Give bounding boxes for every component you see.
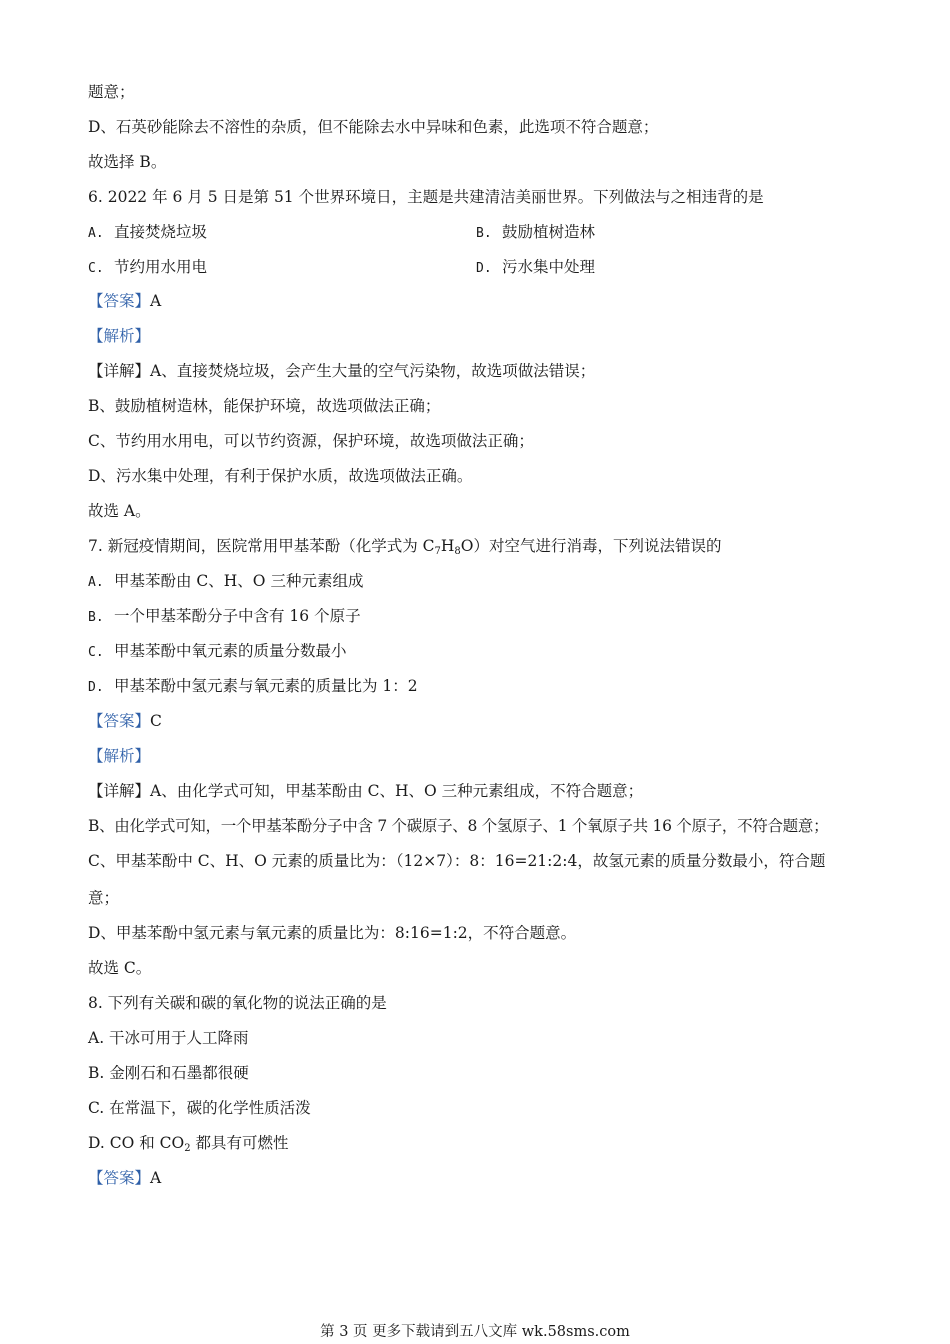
- detail-text: A、直接焚烧垃圾，会产生大量的空气污染物，故选项做法错误；: [150, 362, 596, 380]
- q6-option-b: [476, 221, 595, 245]
- q6-detail-4: D、污水集中处理，有利于保护水质，故选项做法正确。: [88, 467, 473, 485]
- q8-answer: [88, 1167, 910, 1189]
- q7-stem-end: O）对空气进行消毒，下列说法错误的: [460, 537, 722, 555]
- option-text: 甲基苯酚由 C、H、O 三种元素组成: [114, 572, 364, 590]
- detail-text: A、由化学式可知，甲基苯酚由 C、H、O 三种元素组成，不符合题意；: [150, 782, 644, 800]
- question-8: 8. 下列有关碳和碳的氧化物的说法正确的是: [88, 994, 387, 1012]
- option-letter: B.: [476, 226, 492, 241]
- answer-tag: 【答案】: [88, 712, 151, 730]
- q7-option-b: [88, 605, 910, 629]
- option-text: 节约用水用电: [114, 258, 208, 276]
- answer-value: A: [150, 292, 162, 310]
- question-7: [88, 535, 910, 563]
- q8-option-c: C. 在常温下，碳的化学性质活泼: [88, 1099, 311, 1117]
- page-footer: 第 3 页 更多下载请到五八文库 wk.58sms.com: [320, 1324, 630, 1340]
- q8-option-a: A. 干冰可用于人工降雨: [88, 1029, 249, 1047]
- q7-option-d: [88, 675, 910, 699]
- q7-option-a: [88, 570, 910, 594]
- q8-option-b: B. 金刚石和石墨都很硬: [88, 1064, 249, 1082]
- option-text: 污水集中处理: [502, 258, 596, 276]
- text-line: 题意；: [88, 83, 135, 101]
- option-letter: B.: [88, 610, 104, 625]
- option-letter: C.: [88, 261, 104, 276]
- q6-detail-2: B、鼓励植树造林，能保护环境，故选项做法正确；: [88, 397, 441, 415]
- option-text: 鼓励植树造林: [502, 223, 596, 241]
- option-letter: A.: [88, 226, 104, 241]
- option-letter: A.: [88, 575, 104, 590]
- q7-stem-mid: H: [440, 537, 455, 555]
- analysis-tag: 【解析】: [88, 327, 151, 345]
- q7-conclusion: 故选 C。: [88, 959, 152, 977]
- option-text: 一个甲基苯酚分子中含有 16 个原子: [114, 607, 361, 625]
- q6-option-d: [476, 256, 595, 280]
- q7-detail-4: D、甲基苯酚中氢元素与氧元素的质量比为：8:16=1:2，不符合题意。: [88, 924, 577, 942]
- q6-answer: [88, 290, 910, 312]
- detail-tag: 【详解】: [88, 362, 151, 380]
- question-6: 6. 2022 年 6 月 5 日是第 51 个世界环境日，主题是共建清洁美丽世界。下列做法与之相违背的是: [88, 188, 764, 206]
- text-line: 故选择 B。: [88, 153, 167, 171]
- q7-detail-2: B、由化学式可知，一个甲基苯酚分子中含 7 个碳原子、8 个氢原子、1 个氧原子共 16 个原子，不符合题意；: [88, 817, 829, 835]
- answer-value: C: [150, 712, 162, 730]
- option-letter: D.: [476, 261, 492, 276]
- q7-detail-1: [88, 780, 910, 802]
- q7-answer: [88, 710, 910, 732]
- detail-tag: 【详解】: [88, 782, 151, 800]
- q6-analysis: [88, 325, 910, 347]
- subscript: 7: [434, 546, 441, 557]
- text-line: D、石英砂能除去不溶性的杂质，但不能除去水中异味和色素，此选项不符合题意；: [88, 118, 659, 136]
- answer-tag: 【答案】: [88, 1169, 151, 1187]
- analysis-tag: 【解析】: [88, 747, 151, 765]
- option-text: 甲基苯酚中氢元素与氧元素的质量比为 1：2: [114, 677, 418, 695]
- q7-stem-start: 7. 新冠疫情期间，医院常用甲基苯酚（化学式为 C: [88, 537, 435, 555]
- q6-detail-1: [88, 360, 910, 382]
- q6-conclusion: 故选 A。: [88, 502, 151, 520]
- option-letter: C.: [88, 645, 104, 660]
- q6-detail-3: C、节约用水用电，可以节约资源，保护环境，故选项做法正确；: [88, 432, 534, 450]
- q8-option-d: [88, 1132, 910, 1160]
- option-text: 都具有可燃性: [190, 1134, 289, 1152]
- q7-detail-3-cont: 意；: [88, 889, 120, 907]
- option-letter: D.: [88, 680, 104, 695]
- q7-detail-3: C、甲基苯酚中 C、H、O 元素的质量比为：（12×7）：8：16=21:2:4，故氢元素的质量分数最小，符合题: [88, 852, 826, 870]
- option-text: 甲基苯酚中氧元素的质量分数最小: [114, 642, 347, 660]
- q7-analysis: [88, 745, 910, 767]
- subscript: 8: [454, 546, 461, 557]
- subscript: 2: [184, 1143, 191, 1154]
- option-text: 直接焚烧垃圾: [114, 223, 208, 241]
- answer-tag: 【答案】: [88, 292, 151, 310]
- option-text: D. CO 和 CO: [88, 1134, 185, 1152]
- q7-option-c: [88, 640, 910, 664]
- answer-value: A: [150, 1169, 162, 1187]
